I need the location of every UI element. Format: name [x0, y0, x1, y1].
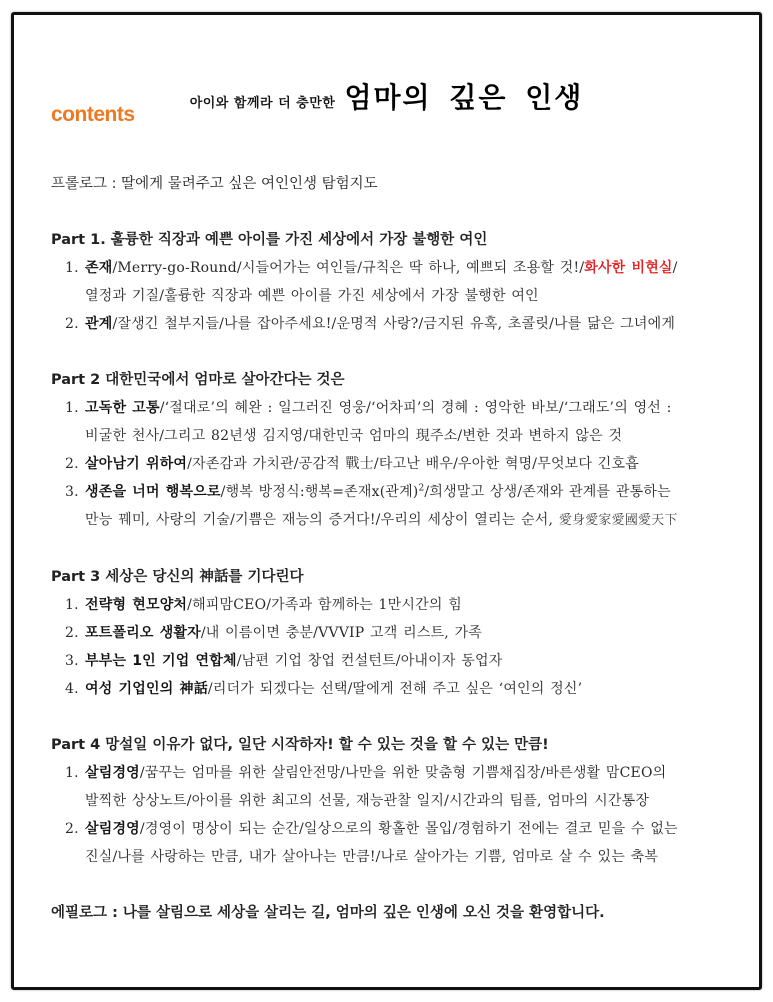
table-of-contents	[51, 170, 711, 927]
list-item	[51, 619, 711, 647]
item-key: 살림경영	[85, 765, 140, 781]
part-2	[51, 366, 711, 535]
item-key: 포트폴리오 생활자	[85, 625, 201, 641]
part-4	[51, 731, 711, 871]
part-3	[51, 563, 711, 703]
part-title: Part 4 망설일 이유가 없다, 일단 시작하자! 할 수 있는 것을 할 수 있는 만큼!	[51, 737, 549, 753]
part-1	[51, 226, 711, 338]
contents-heading: contents	[51, 103, 135, 126]
title-subtitle: 아이와 함께라 더 충만한	[189, 96, 336, 111]
list-item	[51, 759, 711, 815]
list-item	[51, 450, 711, 478]
list-item	[51, 394, 711, 450]
item-hanja: 愛身愛家愛國愛天下	[558, 513, 678, 528]
item-text: /경영이 명상이 되는 순간/일상으로의 황홀한 몰입/경험하기 전에는 결코 믿을 수 없는	[139, 821, 678, 837]
item-text: /해피맘CEO/가족과 함께하는 1만시간의 힘	[187, 597, 462, 613]
item-text: /‘절대로’의 혜완 : 일그러진 영웅/‘어차피’의 경혜 : 영악한 바보/‘그래도’의 영선 :	[159, 400, 672, 416]
list-item	[51, 254, 711, 310]
item-text: /꿈꾸는 엄마를 위한 살림안전망/나만을 위한 맞춤형 기쁨채집장/바른생활 맘CEO의	[139, 765, 667, 781]
title-main: 엄마의 깊은 인생	[344, 81, 584, 114]
item-number: 4.	[65, 681, 79, 697]
item-number: 2.	[65, 456, 79, 472]
part-title: Part 3 세상은 당신의 神話를 기다린다	[51, 569, 304, 585]
item-text-after: /	[672, 260, 678, 276]
item-number: 3.	[65, 484, 79, 500]
item-number: 1.	[65, 597, 79, 613]
item-line2: 발찍한 상상노트/아이를 위한 최고의 선물, 재능관찰 일지/시간과의 팀플, 엄마의 시간통장	[85, 793, 650, 809]
item-key: 살림경영	[85, 821, 140, 837]
item-key: 살아남기 위하여	[85, 456, 188, 472]
item-text: /잘생긴 철부지들/나를 잡아주세요!/운명적 사랑?/금지된 유혹, 초콜릿/나를 닮은 그녀에게	[112, 316, 676, 332]
part-title: Part 2 대한민국에서 엄마로 살아간다는 것은	[51, 372, 345, 388]
list-item	[51, 815, 711, 871]
item-text: /내 이름이면 충분/VVVIP 고객 리스트, 가족	[200, 625, 483, 641]
item-highlight: 화사한 비현실	[584, 260, 673, 276]
item-line2: 열정과 기질/훌륭한 직장과 예쁜 아이를 가진 세상에서 가장 불행한 여인	[85, 288, 539, 304]
item-line2: 비굴한 천사/그리고 82년생 김지영/대한민국 엄마의 現주소/변한 것과 변하지 않은 것	[85, 428, 623, 444]
epilogue: 에필로그 : 나를 살림으로 세상을 살리는 길, 엄마의 깊은 인생에 오신 것을 환영합니다.	[51, 905, 605, 921]
item-number: 3.	[65, 653, 79, 669]
item-text: /자존감과 가치관/공감적 戰士/타고난 배우/우아한 혁명/무엇보다 긴호흡	[187, 456, 639, 472]
item-key: 존재	[85, 260, 113, 276]
list-item	[51, 591, 711, 619]
item-number: 2.	[65, 625, 79, 641]
list-item	[51, 478, 711, 535]
item-number: 1.	[65, 765, 79, 781]
item-number: 2.	[65, 821, 79, 837]
prologue: 프롤로그 : 딸에게 물려주고 싶은 여인인생 탐험지도	[51, 176, 378, 192]
item-key: 부부는 1인 기업 연합체	[85, 653, 237, 669]
item-superscript: 2	[418, 483, 425, 494]
item-key: 관계	[85, 316, 113, 332]
item-text: /남편 기업 창업 컨설턴트/아내이자 동업자	[236, 653, 503, 669]
item-text-after: /희생말고 상생/존재와 관계를 관통하는	[424, 484, 671, 500]
item-text: /Merry-go-Round/시들어가는 여인들/규칙은 딱 하나, 예쁘되 조용할 것!/	[112, 260, 585, 276]
item-key: 여성 기업인의 神話	[85, 681, 208, 697]
item-text: /행복 방정식:행복=존재x(관계)	[220, 484, 419, 500]
list-item	[51, 310, 711, 338]
item-key: 고독한 고통	[85, 400, 160, 416]
item-key: 생존을 너머 행복으로	[85, 484, 221, 500]
item-text: /리더가 되겠다는 선택/딸에게 전해 주고 싶은 ‘여인의 정신’	[207, 681, 583, 697]
item-line2: 진실/나를 사랑하는 만큼, 내가 살아나는 만큼!/나로 살아가는 기쁨, 엄마로 살 수 있는 축복	[85, 849, 659, 865]
part-title: Part 1. 훌륭한 직장과 예쁜 아이를 가진 세상에서 가장 불행한 여인	[51, 232, 488, 248]
item-number: 1.	[65, 400, 79, 416]
item-line2: 만능 꿰미, 사랑의 기술/기쁨은 재능의 증거다!/우리의 세상이 열리는 순서,	[85, 512, 559, 528]
list-item	[51, 647, 711, 675]
item-number: 1.	[65, 260, 79, 276]
list-item	[51, 675, 711, 703]
item-key: 전략형 현모양처	[85, 597, 188, 613]
item-number: 2.	[65, 316, 79, 332]
